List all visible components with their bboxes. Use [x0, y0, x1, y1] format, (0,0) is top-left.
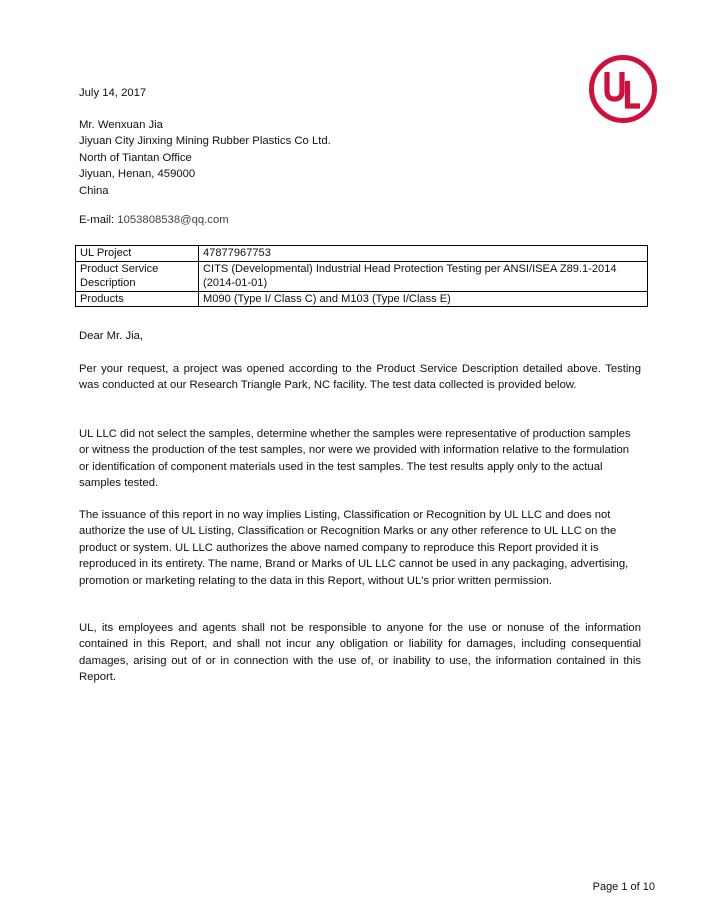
- body-paragraph: The issuance of this report in no way implies Listing, Classification or Recognition by UL LLC and does not authorize the use of UL Listing, Classification or Recognition Marks or any other reference to UL LLC on the product or system. UL LLC authorizes the above named company to reproduce this Report provided it is reproduced in its entirety. The name, Brand or Marks of UL LLC cannot be used in any packaging, advertising, promotion or marketing relating to the data in this Report, without UL's prior written permission.: [79, 509, 629, 587]
- email-value[interactable]: 1053808538@qq.com: [117, 214, 229, 226]
- body-paragraph: UL LLC did not select the samples, determine whether the samples were representative of production samples or witness the production of the test samples, nor were we provided with information relative to the formulation or identification of component materials used in the test samples. The test results apply only to the actual samples tested.: [79, 428, 631, 490]
- recipient-address-line1: North of Tiantan Office: [79, 151, 192, 164]
- table-cell-label: Product Service Description: [76, 261, 199, 291]
- recipient-address: [79, 117, 331, 199]
- salutation: Dear Mr. Jia,: [79, 330, 144, 342]
- table-row: [76, 246, 648, 262]
- project-info-table: [75, 245, 648, 307]
- page-number: Page 1 of 10: [592, 881, 655, 893]
- email-label: E-mail:: [79, 214, 115, 226]
- recipient-name: Mr. Wenxuan Jia: [79, 119, 163, 131]
- recipient-address-line2: Jiyuan, Henan, 459000: [79, 168, 196, 181]
- recipient-country: China: [79, 184, 109, 197]
- table-row: [76, 261, 648, 291]
- recipient-company: Jiyuan City Jinxing Mining Rubber Plastics Co Ltd.: [79, 135, 331, 148]
- body-paragraph: UL, its employees and agents shall not be responsible to anyone for the use or nonuse of the information contained in this Report, and shall not incur any obligation or liability for damages, including consequential damages, arising out of or in connection with the use of, or inability to use, the information contained in this Report.: [79, 622, 641, 684]
- table-row: [76, 291, 648, 307]
- table-cell-label: Products: [76, 291, 199, 307]
- body-paragraph: Per your request, a project was opened according to the Product Service Description detailed above. Testing was conducted at our Research Triangle Park, NC facility. The test data collected is provided below.: [79, 363, 641, 392]
- letter-date: July 14, 2017: [79, 87, 147, 99]
- recipient-email: [79, 212, 229, 228]
- ul-logo-icon: [588, 54, 658, 124]
- table-cell-label: UL Project: [76, 246, 199, 262]
- table-cell-value: M090 (Type I/ Class C) and M103 (Type I/Class E): [199, 291, 648, 307]
- ul-logo: [588, 54, 658, 124]
- table-cell-value: 47877967753: [199, 246, 648, 262]
- table-cell-value: CITS (Developmental) Industrial Head Protection Testing per ANSI/ISEA Z89.1-2014 (2014-01-01): [199, 261, 648, 291]
